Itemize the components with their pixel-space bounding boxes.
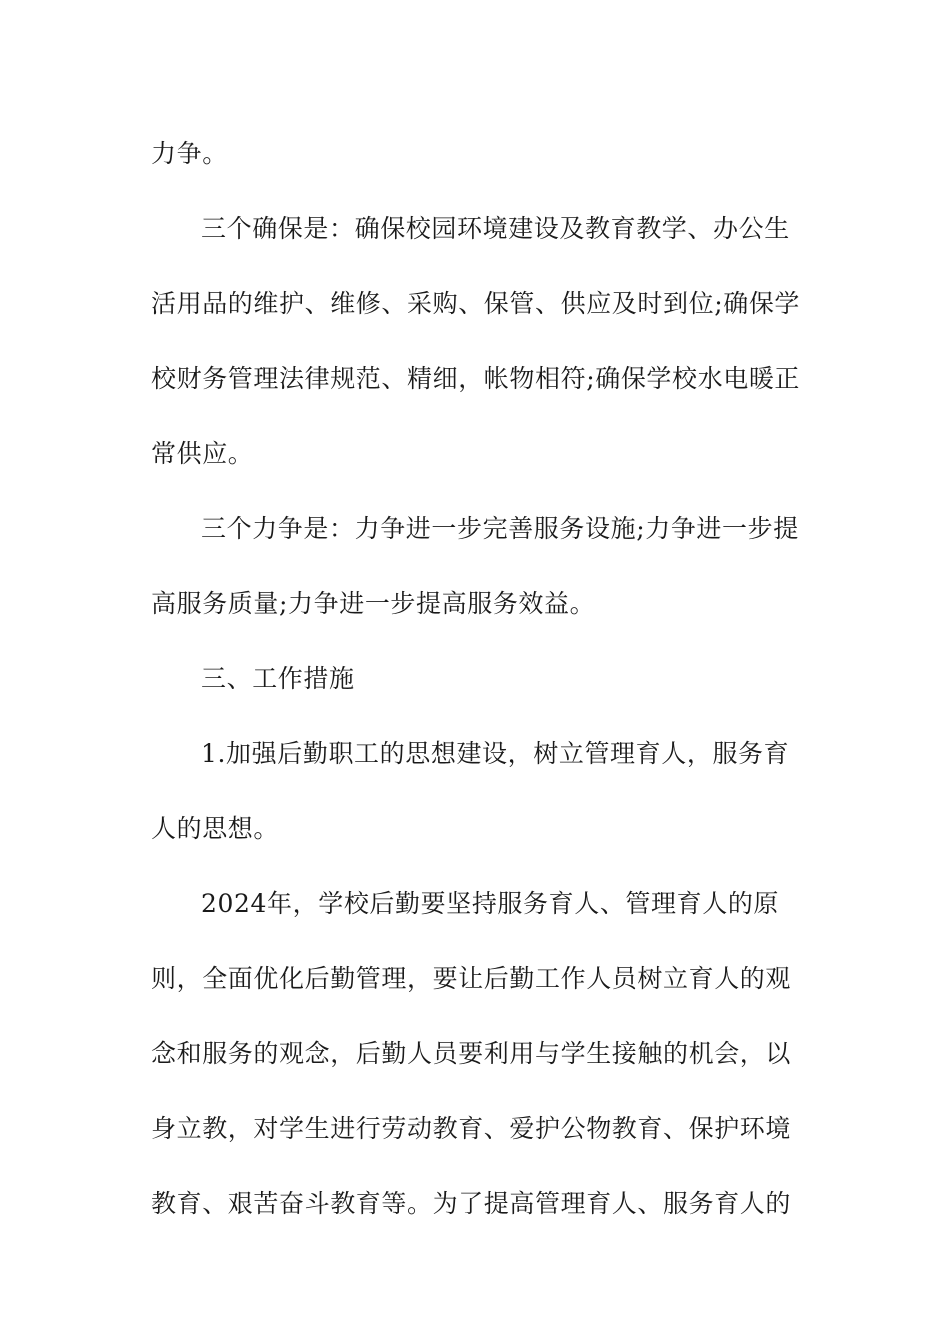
text-line: 校财务管理法律规范、精细，帐物相符;确保学校水电暖正: [151, 364, 801, 393]
text-line: 人的思想。: [151, 814, 280, 843]
text-line: 2024年，学校后勤要坚持服务育人、管理育人的原: [201, 889, 780, 918]
text-line: 念和服务的观念，后勤人员要利用与学生接触的机会，以: [151, 1039, 792, 1068]
text-line: 力争。: [151, 139, 228, 168]
text-line: 则，全面优化后勤管理，要让后勤工作人员树立育人的观: [151, 964, 792, 993]
text-line: 三个力争是：力争进一步完善服务设施;力争进一步提: [201, 514, 799, 543]
text-line: 三个确保是：确保校园环境建设及教育教学、办公生: [201, 214, 790, 243]
section-heading: 三、工作措施: [201, 664, 355, 693]
text-line: 身立教，对学生进行劳动教育、爱护公物教育、保护环境: [151, 1114, 792, 1143]
text-line: 活用品的维护、维修、采购、保管、供应及时到位;确保学: [151, 289, 801, 318]
document-body: [151, 116, 803, 1241]
text-line: 教育、艰苦奋斗教育等。为了提高管理育人、服务育人的: [151, 1189, 792, 1218]
text-line: 1.加强后勤职工的思想建设，树立管理育人，服务育: [201, 739, 790, 768]
text-line: 常供应。: [151, 439, 254, 468]
text-line: 高服务质量;力争进一步提高服务效益。: [151, 589, 596, 618]
